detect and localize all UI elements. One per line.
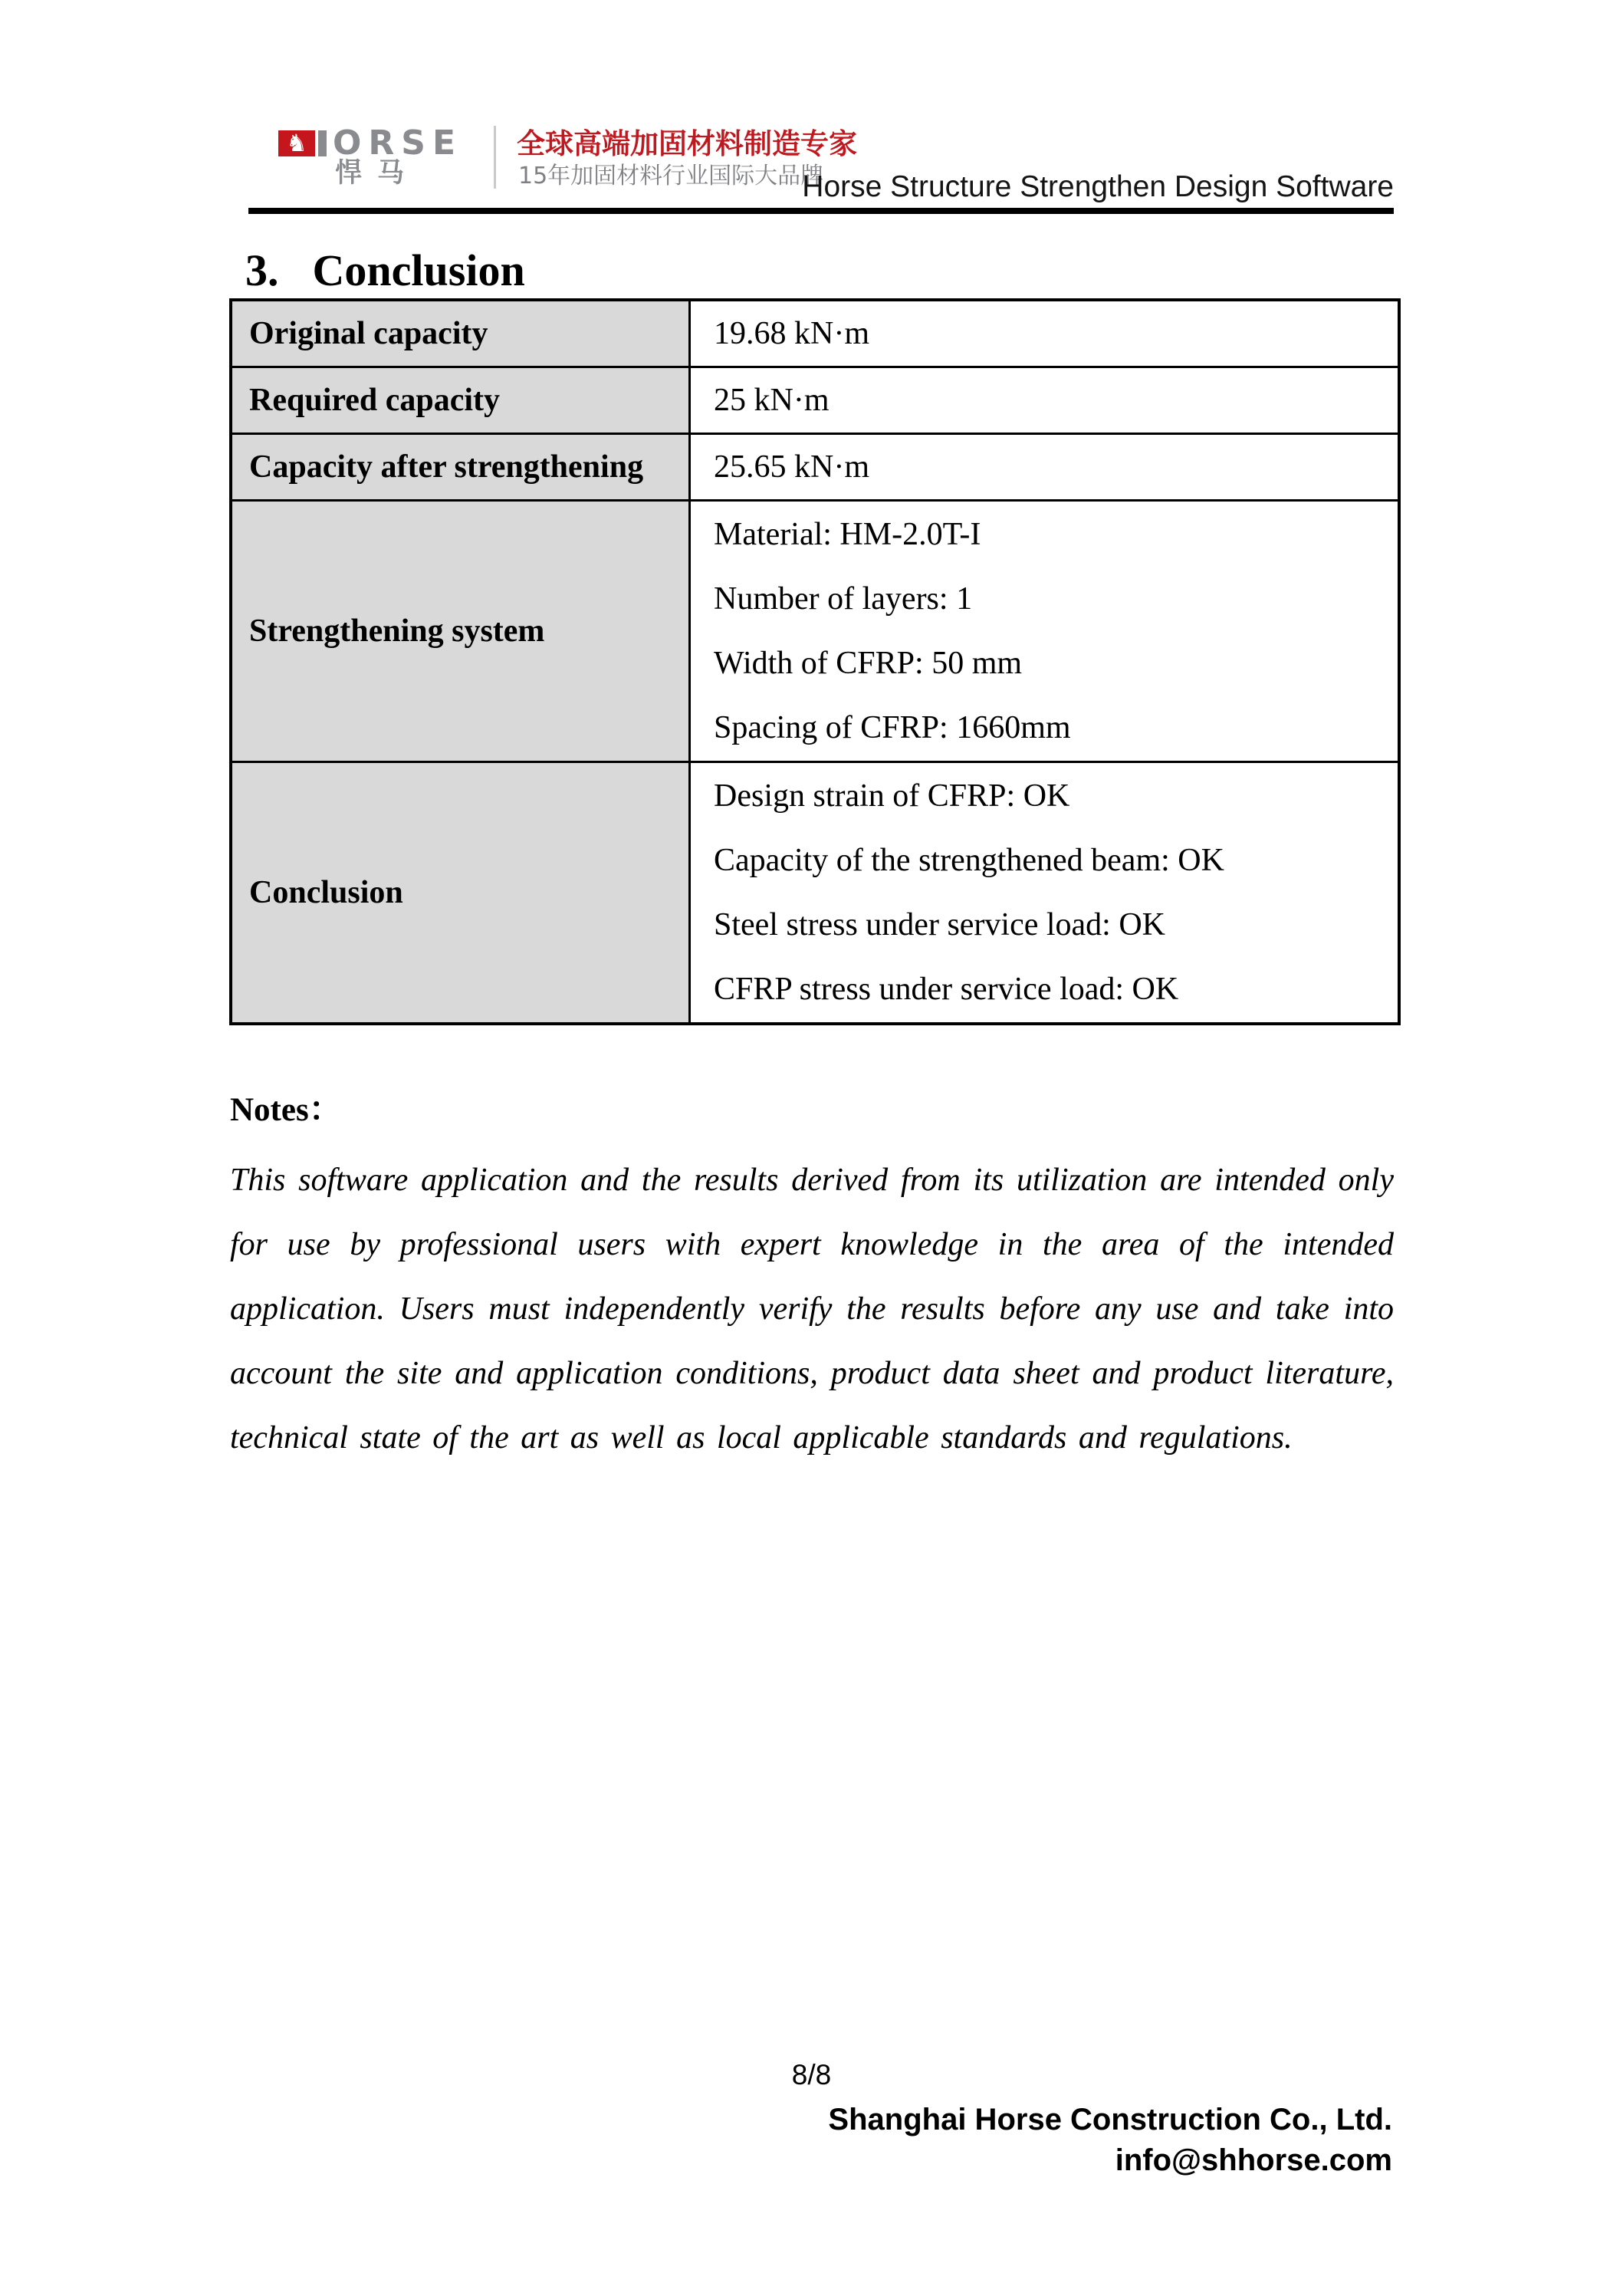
value-line: Steel stress under service load: OK xyxy=(714,906,1166,942)
brand-subtagline: 15年加固材料行业国际大品牌 xyxy=(518,163,824,189)
footer-email: info@shhorse.com xyxy=(1115,2143,1392,2177)
table-row xyxy=(231,500,1399,761)
row-label-cell: Conclusion xyxy=(231,761,690,1024)
logo-h-stem xyxy=(318,130,327,156)
brand-tagline: 全球高端加固材料制造专家 xyxy=(517,127,857,160)
row-value-cell: 19.68 kN·m xyxy=(690,300,1400,367)
row-label-cell: Required capacity xyxy=(231,367,690,433)
table-row xyxy=(231,367,1399,433)
section-title-text: Conclusion xyxy=(312,245,525,295)
header-title: Horse Structure Strengthen Design Software xyxy=(802,170,1394,203)
value-line: Design strain of CFRP: OK xyxy=(714,778,1070,814)
table-row xyxy=(231,300,1399,367)
horse-logo-mark xyxy=(278,130,315,156)
horse-knight-icon: ♞ xyxy=(286,129,307,157)
table-row xyxy=(231,433,1399,500)
value-line: Width of CFRP: 50 mm xyxy=(714,645,1023,681)
value-lines xyxy=(714,764,1397,1021)
table-row xyxy=(231,761,1399,1024)
section-title xyxy=(245,247,525,294)
row-value-cell xyxy=(690,761,1400,1024)
value-line: Number of layers: 1 xyxy=(714,581,973,617)
value-line: Spacing of CFRP: 1660mm xyxy=(714,709,1071,745)
notes-body: This software application and the results derived from its utilization are intended only for use by professional users with expert knowledge in the area of the intended application. Users must independently verify the results before any use and take into account the site and application conditions, product data sheet and product literature, technical state of the art as well as local applicable standards and regulations. xyxy=(230,1163,1394,1456)
value-line: Capacity of the strengthened beam: OK xyxy=(714,842,1224,878)
logo-divider xyxy=(494,126,496,189)
section-number: 3. xyxy=(245,245,279,295)
horse-wordmark: ORSE xyxy=(333,123,463,163)
brand-chinese-name: 悍马 xyxy=(335,158,420,189)
row-label-cell: Capacity after strengthening xyxy=(231,433,690,500)
row-value-cell xyxy=(690,500,1400,761)
value-lines xyxy=(714,502,1397,760)
value-line: Material: HM-2.0T-I xyxy=(714,516,981,552)
footer-company: Shanghai Horse Construction Co., Ltd. xyxy=(828,2103,1392,2136)
row-value-cell: 25.65 kN·m xyxy=(690,433,1400,500)
notes-heading: Notes： xyxy=(230,1092,342,1128)
row-value-cell: 25 kN·m xyxy=(690,367,1400,433)
footer-block xyxy=(828,2100,1392,2181)
row-label-cell: Original capacity xyxy=(231,300,690,367)
conclusion-table xyxy=(229,298,1401,1025)
value-line: CFRP stress under service load: OK xyxy=(714,971,1179,1007)
page-number: 8/8 xyxy=(791,2059,832,2090)
header-rule xyxy=(248,208,1394,214)
row-label-cell: Strengthening system xyxy=(231,500,690,761)
